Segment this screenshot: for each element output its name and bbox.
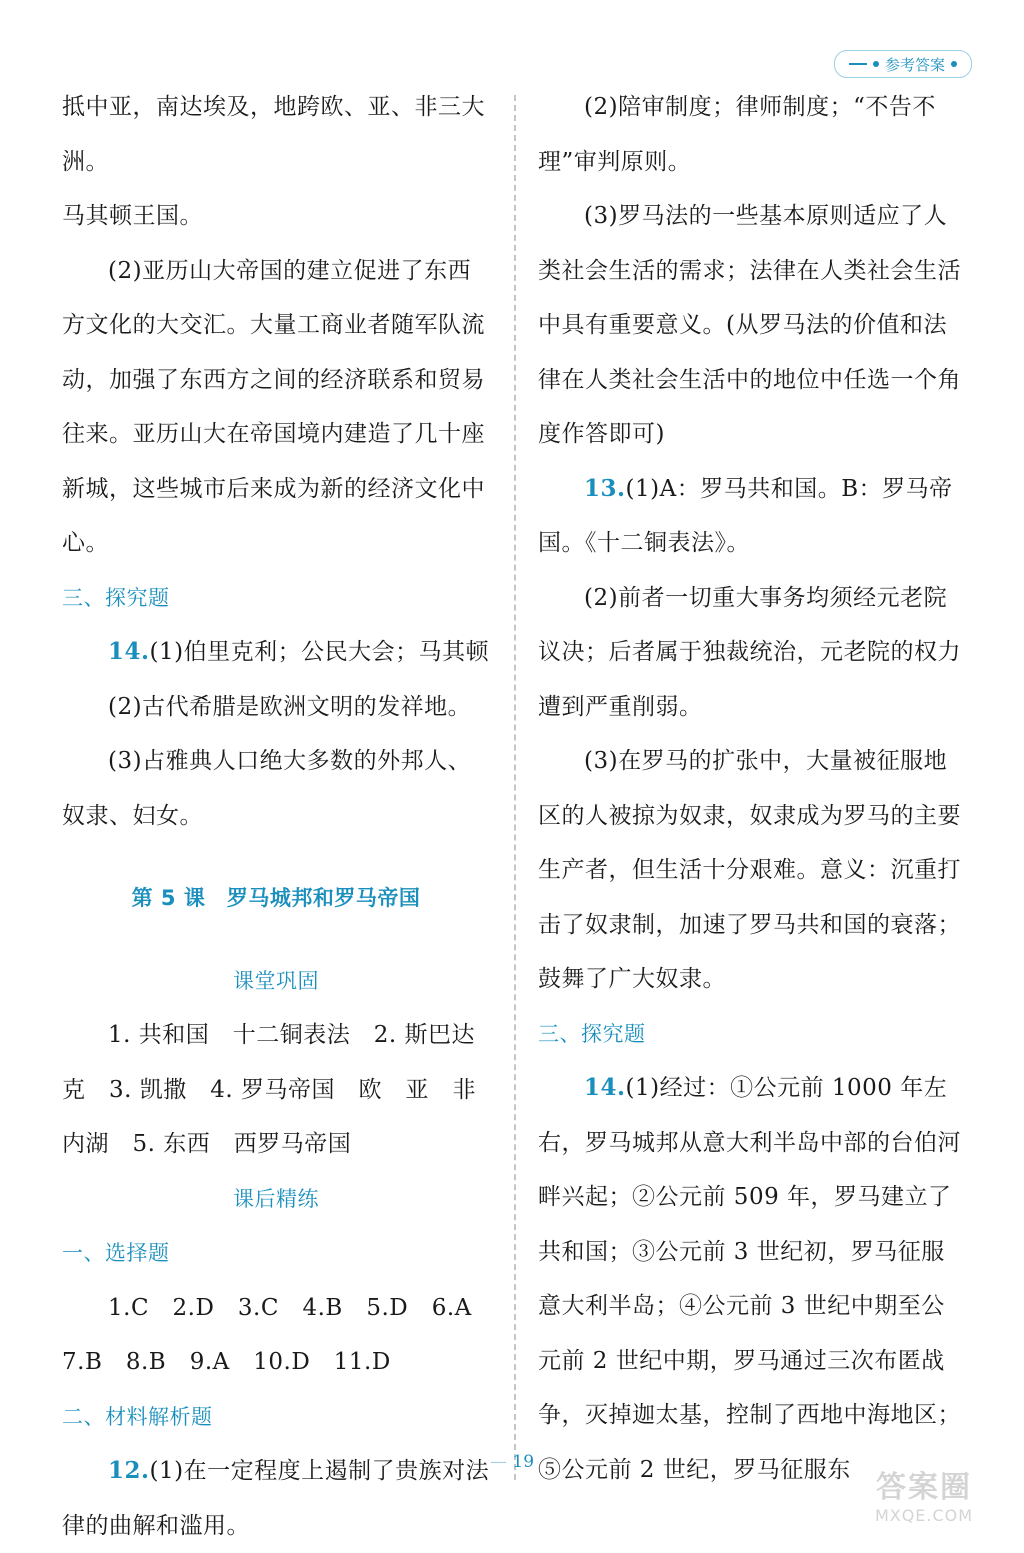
- column-divider: [514, 95, 516, 1480]
- answer-paragraph: [538, 571, 966, 735]
- subsection-heading: [62, 1172, 490, 1227]
- answer-paragraph: [62, 244, 490, 571]
- subsection-heading: [62, 954, 490, 1009]
- answer-paragraph: [62, 1008, 500, 1172]
- answer-paragraph: [538, 1061, 966, 1497]
- section-heading: [538, 1007, 966, 1062]
- answer-key-tag: [834, 50, 972, 78]
- answer-paragraph: [62, 1335, 490, 1390]
- question-number: 12.: [108, 1457, 150, 1484]
- paragraph-text: 1. 共和国 十二铜表法 2. 斯巴达克 3. 凯撒 4. 罗马帝国 欧 亚 非 内湖 5. 东西 西罗马帝国: [62, 1022, 500, 1157]
- watermark-logo: 答案圈: [876, 1470, 972, 1505]
- paragraph-text: 马其顿王国。: [62, 203, 203, 229]
- paragraph-text: 三、探究题: [62, 585, 170, 610]
- answer-paragraph: [62, 734, 490, 843]
- paragraph-text: 1.C 2.D 3.C 4.B 5.D 6.A: [108, 1294, 472, 1321]
- question-number: 14.: [108, 638, 150, 665]
- paragraph-text: 7.B 8.B 9.A 10.D 11.D: [62, 1349, 391, 1375]
- page-number-dash-icon: —: [489, 1452, 513, 1472]
- paragraph-text: (1)在一定程度上遏制了贵族对法律的曲解和滥用。: [62, 1458, 490, 1539]
- paragraph-text: 课堂巩固: [233, 968, 319, 993]
- lesson-title: [62, 871, 490, 926]
- watermark: [844, 1470, 1004, 1530]
- tag-line-icon: [849, 63, 867, 65]
- paragraph-text: (1)A：罗马共和国。B：罗马帝国。《十二铜表法》。: [538, 475, 953, 556]
- paragraph-text: (1)经过：①公元前 1000 年左右，罗马城邦从意大利半岛中部的台伯河畔兴起；②公元前 509 年，罗马建立了共和国；③公元前 3 世纪初，罗马征服意大利半岛；④公元前 3 世纪中期至公元前 2 世纪中期，罗马通过三次布匿战争，灭掉迦太基，控制了西地中海地区；⑤公元前 2 世纪，罗马征服东: [538, 1075, 961, 1483]
- answer-key-label: 参考答案: [884, 55, 945, 74]
- tag-dot-icon: [873, 61, 879, 67]
- answer-paragraph: [62, 1281, 490, 1336]
- answer-paragraph: [538, 80, 966, 189]
- spacer: [62, 926, 490, 954]
- page-number-value: 19: [512, 1452, 535, 1472]
- paragraph-text: (1)伯里克利；公民大会；马其顿: [149, 639, 490, 665]
- paragraph-text: 抵中亚，南达埃及，地跨欧、亚、非三大洲。: [62, 94, 485, 175]
- section-heading: [62, 1226, 490, 1281]
- section-heading: [62, 571, 490, 626]
- paragraph-text: 二、材料解析题: [62, 1404, 213, 1429]
- paragraph-text: (3)占雅典人口绝大多数的外邦人、奴隶、妇女。: [62, 748, 472, 829]
- answer-paragraph: [538, 462, 966, 571]
- watermark-url: MXQE.COM: [874, 1506, 974, 1525]
- paragraph-text: 第 5 课 罗马城邦和罗马帝国: [131, 886, 421, 910]
- tag-dot-icon: [951, 61, 957, 67]
- right-column: [538, 80, 966, 1497]
- paragraph-text: (2)前者一切重大事务均须经元老院议决；后者属于独裁统治，元老院的权力遭到严重削弱。: [538, 584, 961, 720]
- answer-paragraph: [62, 625, 490, 680]
- paragraph-text: 三、探究题: [538, 1021, 646, 1046]
- spacer: [62, 843, 490, 871]
- answer-paragraph: [62, 80, 490, 189]
- question-number: 14.: [584, 1074, 626, 1101]
- answer-paragraph: [62, 680, 490, 735]
- answer-paragraph: [538, 189, 966, 462]
- paragraph-text: (3)罗马法的一些基本原则适应了人类社会生活的需求；法律在人类社会生活中具有重要意义。(从罗马法的价值和法律在人类社会生活中的地位中任选一个角度作答即可): [538, 203, 961, 447]
- section-heading: [62, 1390, 490, 1445]
- question-number: 13.: [584, 474, 626, 502]
- left-column: [62, 80, 500, 1553]
- paragraph-text: 课后精练: [233, 1186, 319, 1211]
- answer-paragraph: [62, 189, 490, 244]
- paragraph-text: (2)陪审制度；律师制度；“不告不理”审判原则。: [538, 94, 936, 175]
- answer-paragraph: [538, 734, 966, 1007]
- page-number: [0, 1452, 1024, 1472]
- paragraph-text: (2)亚历山大帝国的建立促进了东西方文化的大交汇。大量工商业者随军队流动，加强了东西方之间的经济联系和贸易往来。亚历山大在帝国境内建造了几十座新城，这些城市后来成为新的经济文化中心。: [62, 257, 485, 556]
- paragraph-text: (2)古代希腊是欧洲文明的发祥地。: [108, 693, 472, 720]
- paragraph-text: (3)在罗马的扩张中，大量被征服地区的人被掠为奴隶，奴隶成为罗马的主要生产者，但生活十分艰难。意义：沉重打击了奴隶制，加速了罗马共和国的衰落；鼓舞了广大奴隶。: [538, 748, 961, 992]
- paragraph-text: 一、选择题: [62, 1241, 170, 1265]
